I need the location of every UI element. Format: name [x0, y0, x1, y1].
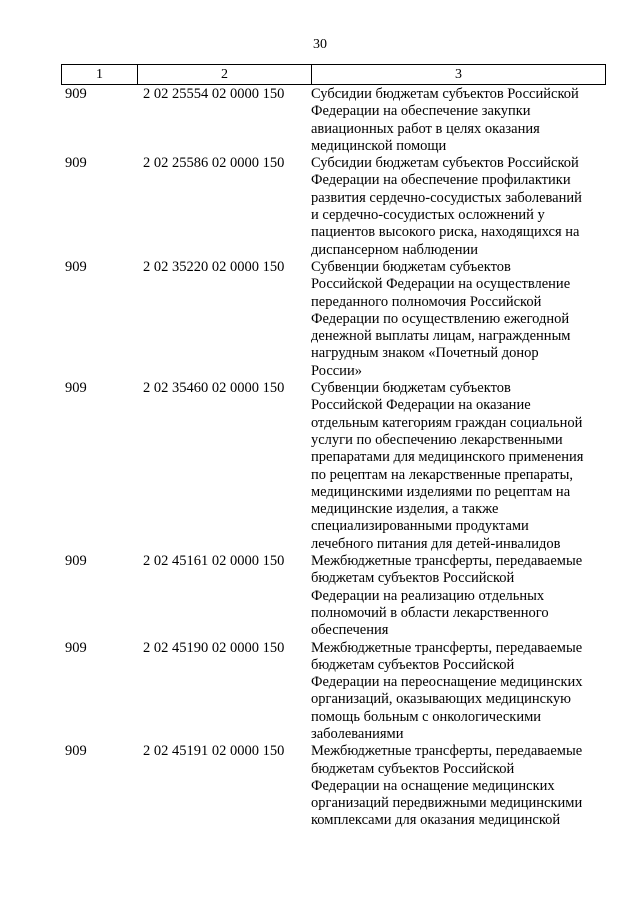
budget-code-cell: 2 02 35220 02 0000 150: [143, 258, 285, 275]
description-line: переданного полномочия Российской: [311, 293, 542, 310]
description-line: Субсидии бюджетам субъектов Российской: [311, 86, 579, 102]
description-line: полномочий в области лекарственного: [311, 604, 549, 621]
table-row: [61, 86, 605, 155]
table-row: [61, 155, 605, 259]
description-line: Субвенции бюджетам субъектов: [311, 380, 511, 397]
budget-code-cell: 2 02 25554 02 0000 150: [143, 86, 285, 102]
description-line: Субвенции бюджетам субъектов: [311, 258, 511, 275]
description-cell: [311, 259, 605, 380]
description-line: услуги по обеспечению лекарственными: [311, 431, 563, 448]
description-line: Федерации по осуществлению ежегодной: [311, 310, 570, 327]
description-line: медицинскими изделиями по рецептам на: [311, 483, 571, 500]
description-line: Федерации на оснащение медицинских: [311, 777, 555, 794]
description-line: Российской Федерации на оказание: [311, 397, 531, 414]
description-line: препаратами для медицинского применения: [311, 449, 584, 466]
column-header-3: 3: [312, 65, 606, 85]
description-line: лечебного питания для детей-инвалидов: [311, 535, 561, 552]
table-row: [61, 380, 605, 553]
description-line: организаций, оказывающих медицинскую: [311, 691, 571, 708]
description-cell: [311, 380, 605, 553]
column-header-2: 2: [138, 65, 312, 85]
description-line: диспансерном наблюдении: [311, 241, 478, 258]
budget-code-cell: 2 02 45191 02 0000 150: [143, 743, 285, 760]
description-line: бюджетам субъектов Российской: [311, 656, 515, 673]
table-row: [61, 640, 605, 744]
admin-code-cell: 909: [65, 553, 87, 570]
description-line: заболеваниями: [311, 725, 404, 742]
admin-code-cell: 909: [65, 743, 87, 760]
budget-code-cell: 2 02 25586 02 0000 150: [143, 155, 285, 172]
description-line: специализированными продуктами: [311, 518, 529, 535]
description-line: Межбюджетные трансферты, передаваемые: [311, 743, 583, 760]
description-line: по рецептам на лекарственные препараты,: [311, 466, 573, 483]
description-cell: [311, 553, 605, 639]
admin-code-cell: 909: [65, 380, 87, 397]
budget-code-cell: 2 02 35460 02 0000 150: [143, 380, 285, 397]
page-number: 30: [313, 37, 327, 52]
description-line: организаций передвижными медицинскими: [311, 795, 583, 812]
description-line: помощь больным с онкологическими: [311, 708, 542, 725]
description-line: и сердечно-сосудистых осложнений у: [311, 207, 545, 224]
description-line: медицинской помощи: [311, 137, 447, 154]
table-row: [61, 259, 605, 380]
description-line: нагрудным знаком «Почетный донор: [311, 345, 539, 362]
description-line: бюджетам субъектов Российской: [311, 760, 515, 777]
description-line: авиационных работ в целях оказания: [311, 120, 540, 137]
table-row: [61, 553, 605, 639]
table-row: [61, 743, 605, 829]
description-line: Межбюджетные трансферты, передаваемые: [311, 553, 583, 570]
description-line: комплексами для оказания медицинской: [311, 812, 561, 829]
table-body: [61, 86, 605, 830]
description-line: Федерации на обеспечение профилактики: [311, 172, 571, 189]
description-line: развития сердечно-сосудистых заболеваний: [311, 189, 582, 206]
admin-code-cell: 909: [65, 86, 87, 102]
budget-code-cell: 2 02 45190 02 0000 150: [143, 639, 285, 656]
description-cell: [311, 86, 605, 155]
description-cell: [311, 743, 605, 829]
description-line: Межбюджетные трансферты, передаваемые: [311, 639, 583, 656]
description-line: Федерации на реализацию отдельных: [311, 587, 545, 604]
description-line: бюджетам субъектов Российской: [311, 570, 515, 587]
description-cell: [311, 640, 605, 744]
column-header-1: 1: [62, 65, 138, 85]
admin-code-cell: 909: [65, 258, 87, 275]
budget-code-cell: 2 02 45161 02 0000 150: [143, 553, 285, 570]
description-line: денежной выплаты лицам, награжденным: [311, 328, 571, 345]
table-header: [61, 64, 606, 85]
description-line: медицинские изделия, а также: [311, 501, 499, 518]
description-line: Федерации на обеспечение закупки: [311, 103, 531, 120]
admin-code-cell: 909: [65, 155, 87, 172]
description-line: Российской Федерации на осуществление: [311, 276, 571, 293]
description-line: обеспечения: [311, 622, 389, 639]
admin-code-cell: 909: [65, 639, 87, 656]
description-cell: [311, 155, 605, 259]
description-line: Федерации на переоснащение медицинских: [311, 674, 583, 691]
description-line: отдельным категориям граждан социальной: [311, 414, 583, 431]
description-line: России»: [311, 362, 362, 379]
description-line: Субсидии бюджетам субъектов Российской: [311, 155, 579, 172]
description-line: пациентов высокого риска, находящихся на: [311, 224, 580, 241]
